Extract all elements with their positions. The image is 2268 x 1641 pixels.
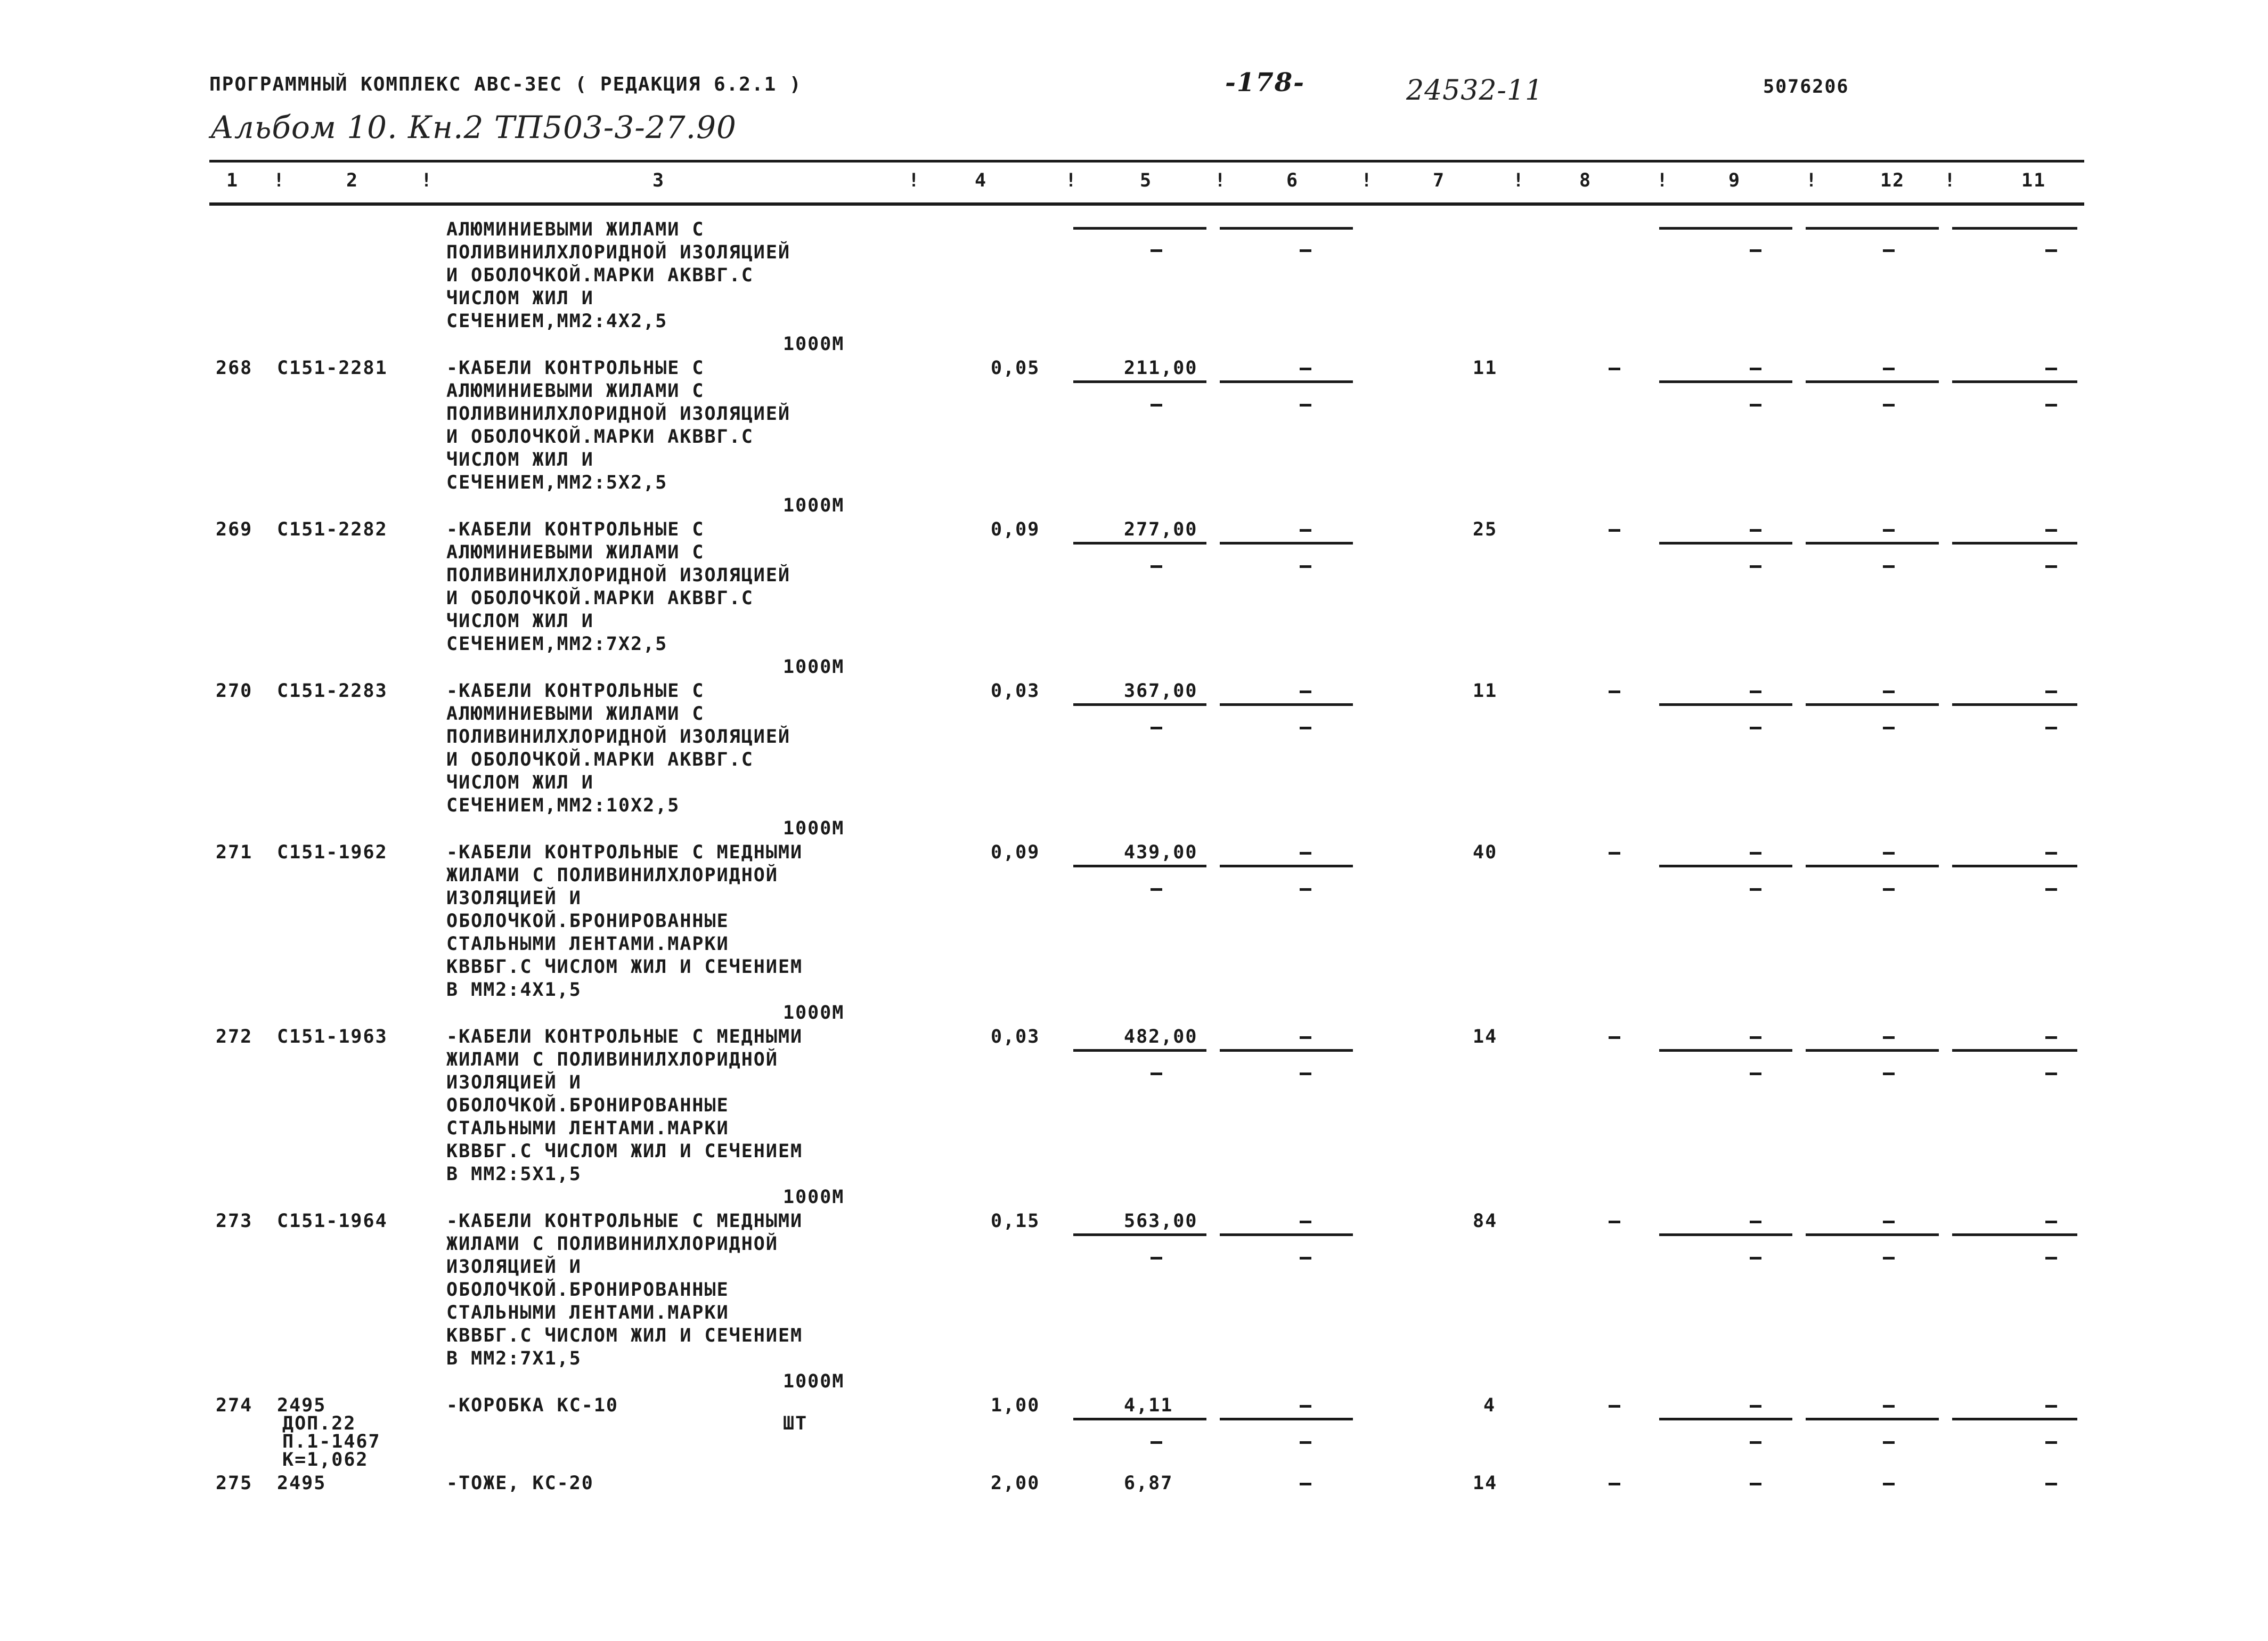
empty-value-dash: [2045, 727, 2057, 729]
desc-line: В ММ2:4Х1,5: [446, 979, 582, 1001]
row-number: 269: [216, 519, 253, 540]
fraction-rule-c9: [1659, 1233, 1792, 1236]
desc-line: ИЗОЛЯЦИЕЙ И: [446, 1256, 582, 1278]
table-header-rule: [209, 202, 2084, 206]
empty-value-dash: [2045, 529, 2057, 532]
unit-label: 1000М: [783, 334, 845, 355]
empty-value-dash: [1883, 727, 1895, 729]
col7-value: 14: [1473, 1026, 1498, 1047]
desc-line: СЕЧЕНИЕМ,ММ2:7Х2,5: [446, 633, 668, 655]
empty-value-dash: [1300, 852, 1311, 855]
empty-value-dash: [1883, 1073, 1895, 1075]
fraction-rule-c11: [1952, 1049, 2077, 1052]
empty-value-dash: [1300, 404, 1311, 407]
fraction-rule-c5: [1073, 380, 1206, 383]
price-code: ДОП.22: [282, 1413, 356, 1434]
column-header-3: 3: [652, 170, 665, 191]
empty-value-dash: [1883, 1257, 1895, 1260]
desc-line: КВВБГ.С ЧИСЛОМ ЖИЛ И СЕЧЕНИЕМ: [446, 1325, 803, 1346]
empty-value-dash: [1750, 529, 1761, 532]
desc-line: -ТОЖЕ, КС-20: [446, 1473, 594, 1494]
empty-value-dash: [2045, 1036, 2057, 1039]
fraction-rule-c9: [1659, 1418, 1792, 1420]
desc-line: СЕЧЕНИЕМ,ММ2:5Х2,5: [446, 472, 668, 493]
empty-value-dash: [1300, 565, 1311, 568]
desc-line: ПОЛИВИНИЛХЛОРИДНОЙ ИЗОЛЯЦИЕЙ: [446, 726, 791, 748]
fraction-rule-c5: [1073, 865, 1206, 867]
empty-value-dash: [1300, 368, 1311, 370]
empty-value-dash: [1750, 404, 1761, 407]
fraction-rule-c9: [1659, 380, 1792, 383]
unit-label: 1000М: [783, 1371, 845, 1392]
empty-value-dash: [1151, 1073, 1162, 1075]
empty-value-dash: [1750, 1405, 1761, 1408]
empty-value-dash: [1883, 249, 1895, 252]
empty-value-dash: [1300, 529, 1311, 532]
fraction-rule-c5: [1073, 1049, 1206, 1052]
empty-value-dash: [1883, 888, 1895, 891]
col7-value: 11: [1473, 358, 1498, 379]
column-separator: !: [1214, 170, 1227, 191]
desc-line: СЕЧЕНИЕМ,ММ2:10Х2,5: [446, 795, 680, 816]
desc-line: ОБОЛОЧКОЙ.БРОНИРОВАННЫЕ: [446, 1279, 729, 1301]
desc-line: -КАБЕЛИ КОНТРОЛЬНЫЕ С: [446, 519, 705, 540]
price-code: С151-1964: [277, 1211, 388, 1232]
fraction-rule-c5: [1073, 542, 1206, 545]
price-code: С151-2283: [277, 680, 388, 702]
desc-line: -КАБЕЛИ КОНТРОЛЬНЫЕ С МЕДНЫМИ: [446, 1026, 803, 1047]
fraction-rule-c11: [1952, 865, 2077, 867]
empty-value-dash: [1609, 690, 1620, 693]
column-separator: !: [421, 170, 434, 191]
desc-line: СТАЛЬНЫМИ ЛЕНТАМИ.МАРКИ: [446, 933, 729, 955]
quantity-value: 0,03: [991, 680, 1040, 702]
empty-value-dash: [1750, 249, 1761, 252]
fraction-rule-c9: [1659, 1049, 1792, 1052]
desc-line: ЖИЛАМИ С ПОЛИВИНИЛХЛОРИДНОЙ: [446, 1233, 778, 1255]
empty-value-dash: [2045, 1441, 2057, 1444]
empty-value-dash: [2045, 1405, 2057, 1408]
row-number: 268: [216, 358, 253, 379]
fraction-rule-c12: [1806, 227, 1939, 230]
fraction-rule-c6: [1220, 703, 1353, 706]
column-header-2: 2: [346, 170, 359, 191]
desc-line: И ОБОЛОЧКОЙ.МАРКИ АКВВГ.С: [446, 749, 754, 770]
empty-value-dash: [1609, 1036, 1620, 1039]
empty-value-dash: [1300, 888, 1311, 891]
column-header-1: 1: [226, 170, 239, 191]
empty-value-dash: [1883, 1405, 1895, 1408]
price-code: 2495: [277, 1395, 327, 1416]
empty-value-dash: [1609, 529, 1620, 532]
empty-value-dash: [1151, 1441, 1162, 1444]
fraction-rule-c12: [1806, 542, 1939, 545]
empty-value-dash: [2045, 565, 2057, 568]
unit-price-value: 439,00: [1124, 842, 1198, 863]
empty-value-dash: [1883, 1036, 1895, 1039]
column-separator: !: [1806, 170, 1818, 191]
empty-value-dash: [1883, 852, 1895, 855]
document-number: 24532-11: [1406, 75, 1544, 107]
empty-value-dash: [2045, 1221, 2057, 1223]
empty-value-dash: [1609, 1405, 1620, 1408]
empty-value-dash: [1750, 888, 1761, 891]
fraction-rule-c12: [1806, 1418, 1939, 1420]
empty-value-dash: [1300, 1483, 1311, 1485]
col7-value: 4: [1483, 1395, 1496, 1416]
column-header-4: 4: [975, 170, 988, 191]
empty-value-dash: [1883, 404, 1895, 407]
desc-line: АЛЮМИНИЕВЫМИ ЖИЛАМИ С: [446, 380, 705, 402]
empty-value-dash: [1300, 1405, 1311, 1408]
desc-line: ОБОЛОЧКОЙ.БРОНИРОВАННЫЕ: [446, 911, 729, 932]
desc-line: КВВБГ.С ЧИСЛОМ ЖИЛ И СЕЧЕНИЕМ: [446, 1141, 803, 1162]
row-number: 275: [216, 1473, 253, 1494]
fraction-rule-c6: [1220, 542, 1353, 545]
program-header: ПРОГРАММНЫЙ КОМПЛЕКС АВС-3ЕС ( РЕДАКЦИЯ 6.2.1 ): [209, 74, 802, 95]
unit-price-value: 277,00: [1124, 519, 1198, 540]
unit-price-value: 482,00: [1124, 1026, 1198, 1047]
unit-price-value: 563,00: [1124, 1211, 1198, 1232]
desc-line: ЧИСЛОМ ЖИЛ И: [446, 611, 594, 632]
empty-value-dash: [1151, 565, 1162, 568]
column-separator: !: [1361, 170, 1374, 191]
empty-value-dash: [1151, 727, 1162, 729]
unit-price-value: 211,00: [1124, 358, 1198, 379]
empty-value-dash: [1750, 852, 1761, 855]
desc-line: ПОЛИВИНИЛХЛОРИДНОЙ ИЗОЛЯЦИЕЙ: [446, 403, 791, 425]
desc-line: -КОРОБКА КС-10: [446, 1395, 619, 1416]
fraction-rule-c12: [1806, 380, 1939, 383]
desc-line: АЛЮМИНИЕВЫМИ ЖИЛАМИ С: [446, 703, 705, 725]
empty-value-dash: [1750, 565, 1761, 568]
empty-value-dash: [2045, 852, 2057, 855]
fraction-rule-c6: [1220, 1418, 1353, 1420]
column-separator: !: [1513, 170, 1525, 191]
column-header-10: 12: [1880, 170, 1905, 191]
fraction-rule-c9: [1659, 865, 1792, 867]
empty-value-dash: [1300, 1221, 1311, 1223]
column-separator: !: [908, 170, 921, 191]
desc-line: АЛЮМИНИЕВЫМИ ЖИЛАМИ С: [446, 542, 705, 563]
unit-label: 1000М: [783, 656, 845, 678]
empty-value-dash: [1750, 1483, 1761, 1485]
column-separator: !: [273, 170, 286, 191]
unit-price-value: 367,00: [1124, 680, 1198, 702]
row-number: 272: [216, 1026, 253, 1047]
col7-value: 25: [1473, 519, 1498, 540]
desc-line: И ОБОЛОЧКОЙ.МАРКИ АКВВГ.С: [446, 588, 754, 609]
fraction-rule-c6: [1220, 865, 1353, 867]
fraction-rule-c11: [1952, 542, 2077, 545]
desc-line: ЖИЛАМИ С ПОЛИВИНИЛХЛОРИДНОЙ: [446, 1049, 778, 1070]
desc-line: ПОЛИВИНИЛХЛОРИДНОЙ ИЗОЛЯЦИЕЙ: [446, 565, 791, 586]
desc-line: ЧИСЛОМ ЖИЛ И: [446, 772, 594, 793]
column-separator: !: [1065, 170, 1078, 191]
empty-value-dash: [1151, 888, 1162, 891]
unit-price-value: 4,11: [1124, 1395, 1173, 1416]
document-code: 5076206: [1763, 76, 1849, 98]
fraction-rule-c6: [1220, 380, 1353, 383]
empty-value-dash: [1883, 1441, 1895, 1444]
unit-label: ШТ: [783, 1413, 808, 1434]
fraction-rule-c9: [1659, 542, 1792, 545]
empty-value-dash: [2045, 368, 2057, 370]
col7-value: 40: [1473, 842, 1498, 863]
empty-value-dash: [1300, 1036, 1311, 1039]
fraction-rule-c6: [1220, 1049, 1353, 1052]
price-code: 2495: [277, 1473, 327, 1494]
desc-line: ПОЛИВИНИЛХЛОРИДНОЙ ИЗОЛЯЦИЕЙ: [446, 242, 791, 263]
desc-line: -КАБЕЛИ КОНТРОЛЬНЫЕ С: [446, 358, 705, 379]
row-number: 270: [216, 680, 253, 702]
empty-value-dash: [2045, 1483, 2057, 1485]
desc-line: ЧИСЛОМ ЖИЛ И: [446, 288, 594, 309]
column-header-5: 5: [1140, 170, 1153, 191]
price-code: К=1,062: [282, 1449, 369, 1471]
price-code: П.1-1467: [282, 1431, 381, 1452]
empty-value-dash: [1609, 852, 1620, 855]
fraction-rule-c12: [1806, 1233, 1939, 1236]
empty-value-dash: [1609, 1483, 1620, 1485]
album-reference: Альбом 10. Кн.2 ТП503-3-27.90: [210, 109, 737, 145]
desc-line: АЛЮМИНИЕВЫМИ ЖИЛАМИ С: [446, 219, 705, 240]
empty-value-dash: [1883, 529, 1895, 532]
empty-value-dash: [1750, 727, 1761, 729]
empty-value-dash: [1883, 368, 1895, 370]
price-code: С151-2281: [277, 358, 388, 379]
unit-price-value: 6,87: [1124, 1473, 1173, 1494]
fraction-rule-c6: [1220, 227, 1353, 230]
column-header-9: 9: [1728, 170, 1741, 191]
empty-value-dash: [2045, 404, 2057, 407]
price-code: С151-1963: [277, 1026, 388, 1047]
fraction-rule-c12: [1806, 703, 1939, 706]
quantity-value: 0,05: [991, 358, 1040, 379]
desc-line: ЖИЛАМИ С ПОЛИВИНИЛХЛОРИДНОЙ: [446, 865, 778, 886]
empty-value-dash: [1151, 249, 1162, 252]
unit-label: 1000М: [783, 818, 845, 839]
desc-line: -КАБЕЛИ КОНТРОЛЬНЫЕ С МЕДНЫМИ: [446, 1211, 803, 1232]
empty-value-dash: [1151, 404, 1162, 407]
quantity-value: 1,00: [991, 1395, 1040, 1416]
price-code: С151-1962: [277, 842, 388, 863]
column-header-7: 7: [1433, 170, 1446, 191]
fraction-rule-c5: [1073, 1418, 1206, 1420]
desc-line: ЧИСЛОМ ЖИЛ И: [446, 449, 594, 470]
quantity-value: 0,03: [991, 1026, 1040, 1047]
empty-value-dash: [2045, 888, 2057, 891]
fraction-rule-c5: [1073, 227, 1206, 230]
quantity-value: 2,00: [991, 1473, 1040, 1494]
empty-value-dash: [2045, 1073, 2057, 1075]
desc-line: В ММ2:7Х1,5: [446, 1348, 582, 1369]
empty-value-dash: [1750, 1441, 1761, 1444]
fraction-rule-c5: [1073, 1233, 1206, 1236]
empty-value-dash: [1750, 690, 1761, 693]
desc-line: ИЗОЛЯЦИЕЙ И: [446, 1072, 582, 1093]
column-header-6: 6: [1286, 170, 1299, 191]
empty-value-dash: [1750, 368, 1761, 370]
quantity-value: 0,09: [991, 842, 1040, 863]
price-code: С151-2282: [277, 519, 388, 540]
empty-value-dash: [1151, 1257, 1162, 1260]
desc-line: КВВБГ.С ЧИСЛОМ ЖИЛ И СЕЧЕНИЕМ: [446, 956, 803, 978]
row-number: 271: [216, 842, 253, 863]
empty-value-dash: [1883, 690, 1895, 693]
fraction-rule-c9: [1659, 703, 1792, 706]
table-top-rule: [209, 160, 2084, 163]
empty-value-dash: [1300, 1257, 1311, 1260]
fraction-rule-c11: [1952, 703, 2077, 706]
fraction-rule-c6: [1220, 1233, 1353, 1236]
unit-label: 1000М: [783, 495, 845, 516]
fraction-rule-c11: [1952, 380, 2077, 383]
empty-value-dash: [1609, 1221, 1620, 1223]
empty-value-dash: [1300, 690, 1311, 693]
empty-value-dash: [1883, 1221, 1895, 1223]
column-separator: !: [1944, 170, 1957, 191]
desc-line: И ОБОЛОЧКОЙ.МАРКИ АКВВГ.С: [446, 426, 754, 448]
col7-value: 14: [1473, 1473, 1498, 1494]
empty-value-dash: [2045, 249, 2057, 252]
column-separator: !: [1657, 170, 1669, 191]
fraction-rule-c12: [1806, 865, 1939, 867]
empty-value-dash: [1300, 249, 1311, 252]
empty-value-dash: [1300, 727, 1311, 729]
fraction-rule-c11: [1952, 1418, 2077, 1420]
empty-value-dash: [1300, 1073, 1311, 1075]
desc-line: И ОБОЛОЧКОЙ.МАРКИ АКВВГ.С: [446, 265, 754, 286]
page-number: -178-: [1225, 68, 1306, 98]
empty-value-dash: [1750, 1036, 1761, 1039]
row-number: 273: [216, 1211, 253, 1232]
quantity-value: 0,15: [991, 1211, 1040, 1232]
column-header-8: 8: [1579, 170, 1592, 191]
desc-line: -КАБЕЛИ КОНТРОЛЬНЫЕ С МЕДНЫМИ: [446, 842, 803, 863]
unit-label: 1000М: [783, 1187, 845, 1208]
desc-line: ОБОЛОЧКОЙ.БРОНИРОВАННЫЕ: [446, 1095, 729, 1116]
desc-line: СТАЛЬНЫМИ ЛЕНТАМИ.МАРКИ: [446, 1118, 729, 1139]
column-header-11: 11: [2021, 170, 2046, 191]
desc-line: ИЗОЛЯЦИЕЙ И: [446, 888, 582, 909]
desc-line: СТАЛЬНЫМИ ЛЕНТАМИ.МАРКИ: [446, 1302, 729, 1323]
quantity-value: 0,09: [991, 519, 1040, 540]
empty-value-dash: [1609, 368, 1620, 370]
empty-value-dash: [1883, 1483, 1895, 1485]
col7-value: 11: [1473, 680, 1498, 702]
desc-line: В ММ2:5Х1,5: [446, 1164, 582, 1185]
empty-value-dash: [2045, 1257, 2057, 1260]
empty-value-dash: [1883, 565, 1895, 568]
empty-value-dash: [2045, 690, 2057, 693]
fraction-rule-c12: [1806, 1049, 1939, 1052]
fraction-rule-c11: [1952, 1233, 2077, 1236]
desc-line: СЕЧЕНИЕМ,ММ2:4Х2,5: [446, 311, 668, 332]
desc-line: -КАБЕЛИ КОНТРОЛЬНЫЕ С: [446, 680, 705, 702]
fraction-rule-c5: [1073, 703, 1206, 706]
row-number: 274: [216, 1395, 253, 1416]
fraction-rule-c11: [1952, 227, 2077, 230]
empty-value-dash: [1750, 1073, 1761, 1075]
empty-value-dash: [1750, 1257, 1761, 1260]
fraction-rule-c9: [1659, 227, 1792, 230]
col7-value: 84: [1473, 1211, 1498, 1232]
empty-value-dash: [1300, 1441, 1311, 1444]
unit-label: 1000М: [783, 1002, 845, 1023]
empty-value-dash: [1750, 1221, 1761, 1223]
